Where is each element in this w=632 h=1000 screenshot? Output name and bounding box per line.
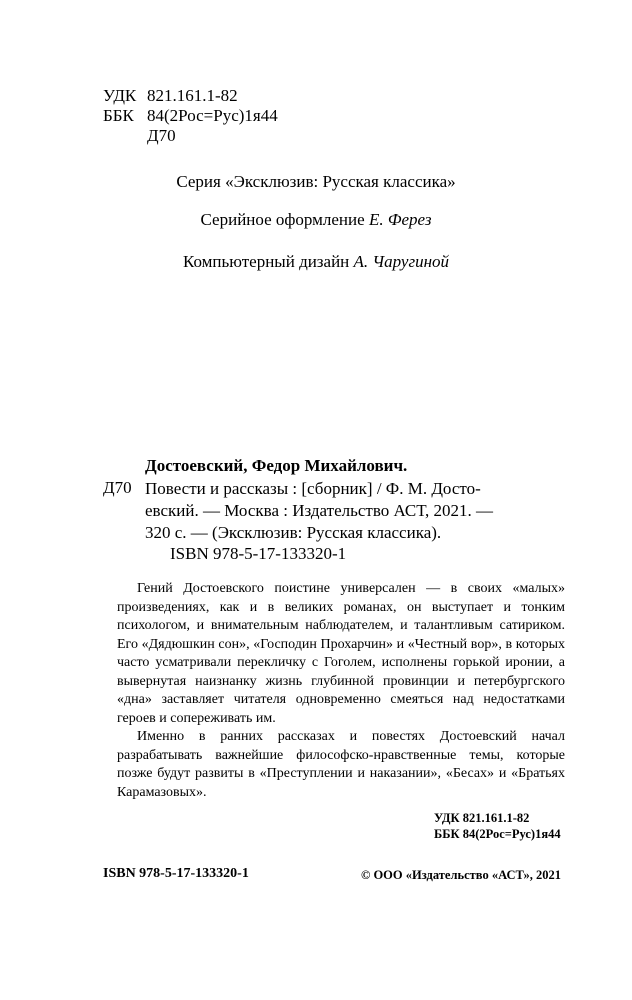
copyright: © ООО «Издательство «АСТ», 2021 xyxy=(361,868,562,882)
entry-description-line-2: евский. — Москва : Издательство АСТ, 2021. — xyxy=(145,501,493,520)
layout-credit-role: Компьютерный дизайн xyxy=(182,252,350,271)
udk-label: УДК xyxy=(103,86,137,105)
author-heading: Достоевский, Федор Михайлович. xyxy=(145,456,408,475)
entry-description xyxy=(145,478,575,544)
layout-credit xyxy=(0,252,632,272)
udk-value: 821.161.1-82 xyxy=(147,86,238,105)
footer-isbn: ISBN 978-5-17-133320-1 xyxy=(103,866,249,881)
series-line: Серия «Эксклюзив: Русская классика» xyxy=(176,172,456,191)
classification-block xyxy=(103,86,278,146)
bottom-udk: УДК 821.161.1-82 xyxy=(434,811,530,825)
bbk-value: 84(2Рос=Рус)1я44 xyxy=(147,106,278,125)
bottom-bbk: ББК 84(2Рос=Рус)1я44 xyxy=(434,827,561,841)
annotation xyxy=(117,580,565,802)
layout-credit-name: А. Чаругиной xyxy=(353,252,450,271)
design-credit-role: Серийное оформление xyxy=(200,210,365,229)
entry-isbn: ISBN 978-5-17-133320-1 xyxy=(170,544,347,563)
annotation-paragraph-2: Именно в ранних рассказах и повестях Достоевский начал разрабатывать важнейшие философско-нравственные темы, которые позже будут развиты в «Преступлении и наказании», «Бесах» и «Братьях Карамазовых». xyxy=(117,729,565,800)
entry-code: Д70 xyxy=(103,478,132,497)
entry-description-line-1: Повести и рассказы : [сборник] / Ф. М. Досто- xyxy=(145,479,481,498)
bbk-label: ББК xyxy=(103,106,134,125)
entry-description-line-3: 320 с. — (Эксклюзив: Русская классика). xyxy=(145,523,442,542)
bottom-classification xyxy=(434,810,561,842)
annotation-paragraph-1: Гений Достоевского поистине универсален — в своих «малых» произведениях, как и в великих романах, он выступает и тонким психологом, и внимательным наблюдателем, и талантливым сатириком. Его «Дядюшкин сон», «Господин Прохарчин» и «Честный вор», в которых часто усматривали перекличку с Гоголем, исполнены горькой иронии, а вывернутая наизнанку жизнь глубинной провинции и петербургского «дна» заставляет читателя одновременно смеяться над недостатками героев и сопереживать им. xyxy=(117,581,565,726)
design-credit-name: Е. Ферез xyxy=(368,210,432,229)
author-mark: Д70 xyxy=(147,126,176,145)
design-credit xyxy=(0,210,632,230)
